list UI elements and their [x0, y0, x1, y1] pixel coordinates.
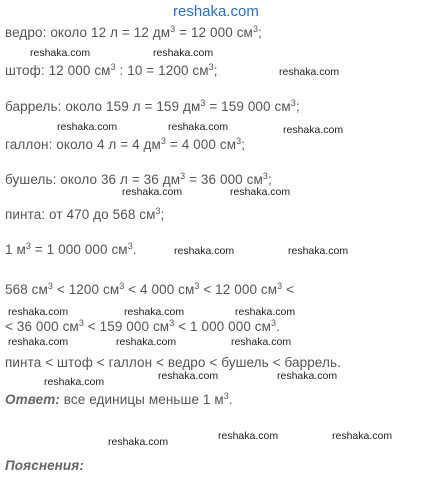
sup: 3: [127, 241, 133, 251]
line-cubic-meter: [5, 241, 137, 257]
text: = 12 000 см: [175, 25, 253, 40]
sup: 3: [155, 206, 161, 216]
watermark: reshaka.com: [277, 370, 338, 382]
text: штоф: 12 000 см: [5, 63, 111, 78]
line-shtof: [5, 62, 218, 78]
watermark: reshaka.com: [283, 124, 344, 136]
watermark: reshaka.com: [124, 306, 185, 318]
watermark: reshaka.com: [231, 336, 292, 348]
watermark: reshaka.com: [30, 47, 91, 59]
watermark: reshaka.com: [288, 245, 349, 257]
line-gallon: [5, 136, 245, 152]
sup: 3: [170, 24, 176, 34]
sup: 3: [160, 136, 167, 146]
text: < 1 000 000 см: [174, 319, 272, 334]
watermark: reshaka.com: [332, 430, 393, 442]
sup: 3: [200, 98, 206, 108]
watermark: reshaka.com: [235, 306, 296, 318]
text: ведро: около 12 л = 12 дм: [5, 25, 171, 40]
line-vedro: [5, 24, 262, 40]
sup: 3: [290, 98, 296, 108]
text: ;: [295, 99, 300, 114]
sup: 3: [78, 318, 84, 328]
answer-label: Ответ:: [5, 392, 60, 407]
sup: 3: [110, 62, 116, 72]
text: = 159 000 см: [205, 99, 291, 114]
sup: 3: [119, 281, 125, 291]
text: бушель: около 36 л = 36 дм: [5, 172, 181, 187]
text: ;: [268, 172, 272, 187]
explanation-line: [5, 458, 84, 473]
text: < 1200 см: [53, 282, 120, 297]
text: ;: [258, 25, 262, 40]
answer-line: [5, 391, 233, 407]
sup: 3: [47, 281, 54, 291]
text: = 36 000 см: [185, 172, 263, 187]
text: пинта < штоф < галлон < ведро < бушель < баррель.: [5, 355, 341, 370]
watermark: reshaka.com: [44, 376, 105, 388]
text: < 36 000 см: [5, 319, 79, 334]
text: : 10 = 1200 см: [115, 63, 209, 78]
line-compare-2: [5, 318, 280, 334]
watermark: reshaka.com: [153, 47, 214, 59]
text: < 159 000 см: [83, 319, 170, 334]
text: 568 см: [5, 282, 48, 297]
text: баррель: около 159 л = 159 дм: [5, 99, 201, 114]
text: пинта: от 470 до 568 см: [5, 207, 156, 222]
line-compare-1: [5, 281, 294, 297]
text: < 12 000 см: [199, 282, 278, 297]
watermark: reshaka.com: [116, 336, 177, 348]
text: <: [282, 282, 295, 297]
text: ;: [241, 137, 246, 152]
watermark: reshaka.com: [122, 186, 183, 198]
text: ;: [213, 63, 218, 78]
line-bushel: [5, 171, 272, 187]
sup: 3: [262, 171, 268, 181]
watermark: reshaka.com: [57, 121, 118, 133]
text: = 4 000 см: [166, 137, 237, 152]
sup: 3: [223, 391, 229, 401]
watermark: reshaka.com: [279, 66, 340, 78]
text: .: [228, 392, 233, 407]
watermark: reshaka.com: [158, 370, 219, 382]
watermark-top: reshaka.com: [173, 3, 259, 20]
sup: 3: [236, 136, 242, 146]
watermark: reshaka.com: [230, 186, 291, 198]
sup: 3: [252, 24, 259, 34]
text: галлон: около 4 л = 4 дм: [5, 137, 161, 152]
sup: 3: [169, 318, 175, 328]
text: < 4 000 см: [124, 282, 195, 297]
answer-text: все единицы меньше 1 м: [59, 392, 224, 407]
watermark: reshaka.com: [174, 245, 235, 257]
explanation-label: Пояснения:: [5, 458, 84, 473]
line-order: [5, 355, 341, 370]
sup: 3: [25, 241, 31, 251]
watermark: reshaka.com: [8, 306, 69, 318]
watermark: reshaka.com: [168, 121, 229, 133]
watermark: reshaka.com: [218, 430, 279, 442]
sup: 3: [208, 62, 214, 72]
text: .: [132, 242, 137, 257]
text: 1 м: [5, 242, 26, 257]
sup: 3: [277, 281, 283, 291]
text: = 1 000 000 см: [30, 242, 128, 257]
text: ;: [160, 207, 165, 222]
sup: 3: [271, 318, 277, 328]
sup: 3: [180, 171, 186, 181]
watermark: reshaka.com: [8, 336, 69, 348]
text: .: [276, 319, 281, 334]
line-pint: [5, 206, 164, 222]
sup: 3: [194, 281, 200, 291]
line-barrel: [5, 98, 300, 114]
watermark: reshaka.com: [108, 436, 169, 448]
